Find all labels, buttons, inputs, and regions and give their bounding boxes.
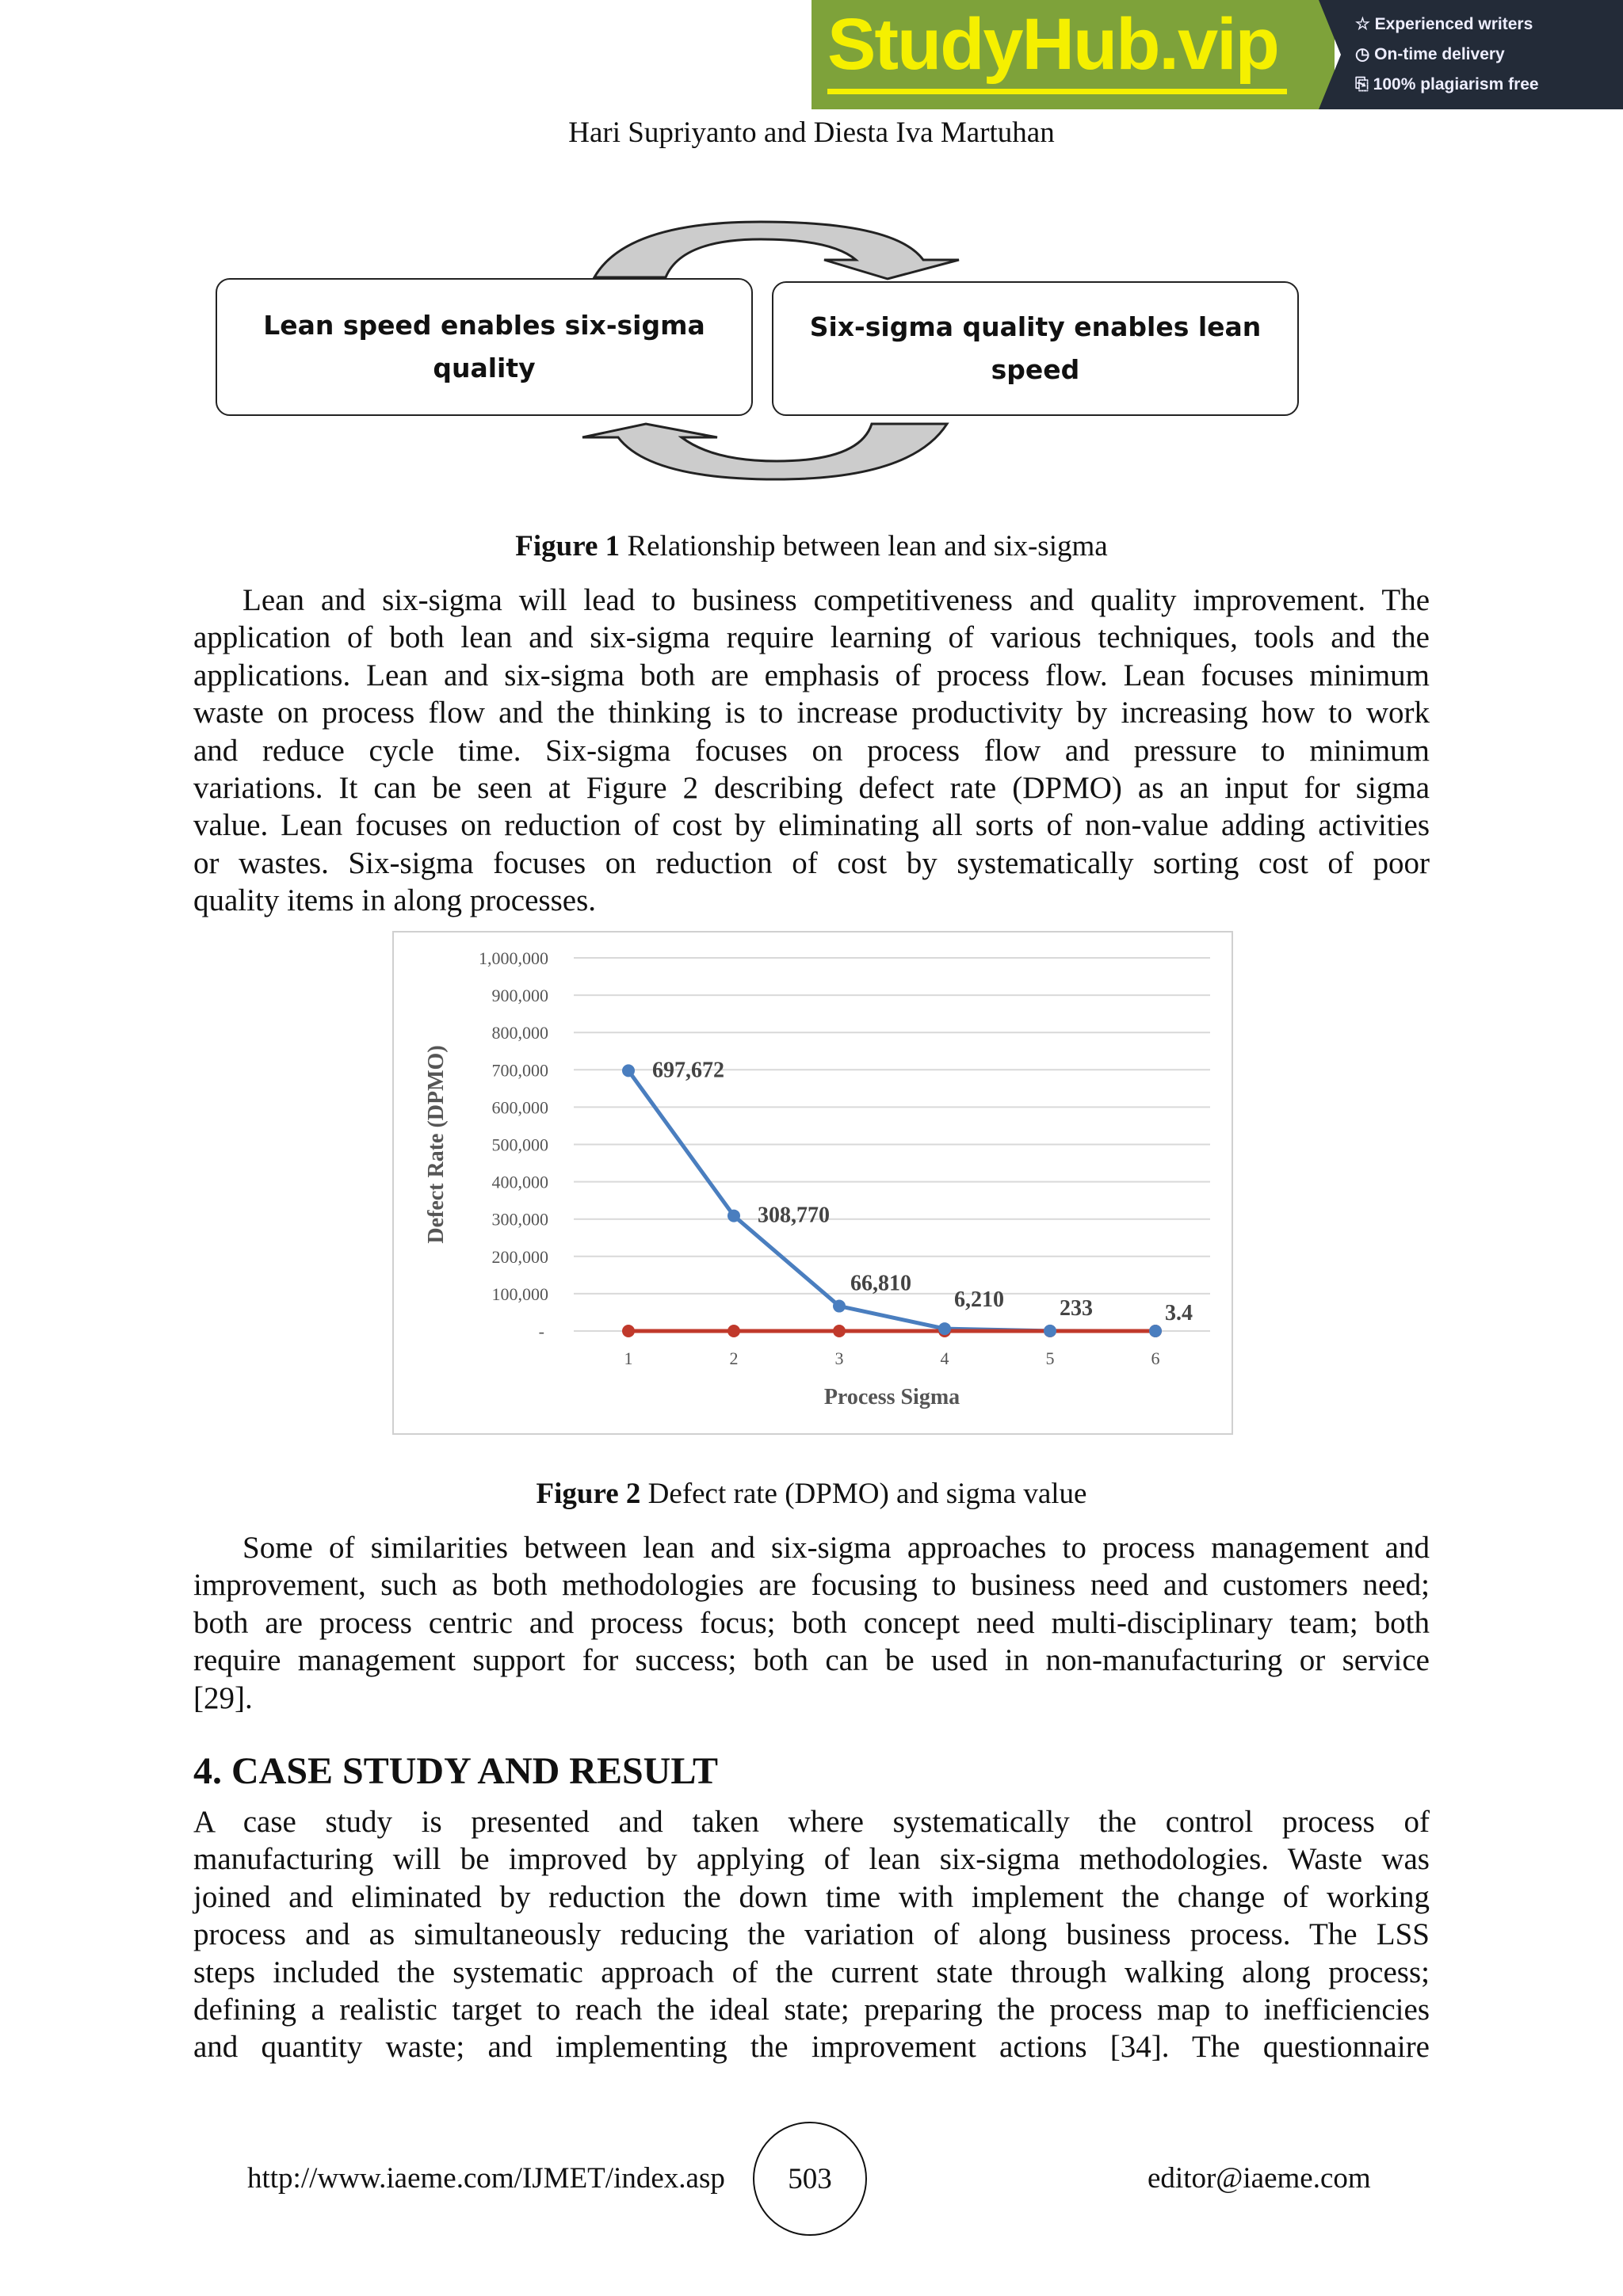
clock-icon: ◷ (1355, 45, 1370, 63)
text-line: application of both lean and six-sigma require learning of various techniques, tools and the (193, 620, 1430, 655)
feature-label: Experienced writers (1374, 15, 1533, 33)
x-tick-label: 3 (834, 1348, 844, 1368)
box-text: speed (991, 354, 1080, 385)
footer-url-link[interactable]: http://www.iaeme.com/IJMET/index.asp (247, 2162, 725, 2195)
footer-email-link[interactable]: editor@iaeme.com (1148, 2162, 1371, 2195)
text-line: value. Lean focuses on reduction of cost by eliminating all sorts of non-value adding activities (193, 808, 1430, 843)
feature-on-time-delivery (1355, 44, 1505, 65)
studyhub-banner-ad[interactable] (812, 0, 1623, 109)
paragraph-3 (193, 1803, 1430, 2066)
text-line: both are process centric and process focus; both concept need multi-disciplinary team; both (193, 1605, 1430, 1640)
y-tick-label: 300,000 (491, 1209, 548, 1230)
text-line: [29]. (193, 1680, 253, 1715)
x-tick-label: 1 (624, 1348, 633, 1368)
caption-label: Figure 1 (515, 530, 621, 563)
data-label: 3.4 (1165, 1300, 1193, 1325)
text-line: improvement, such as both methodologies are focusing to business need and customers need; (193, 1568, 1430, 1603)
y-tick-label: - (538, 1322, 544, 1341)
data-point-DPMO (833, 1300, 846, 1313)
chart-canvas (394, 933, 1232, 1433)
defect-rate-chart (392, 931, 1233, 1435)
data-label: 6,210 (954, 1287, 1004, 1313)
caption-text: Defect rate (DPMO) and sigma value (640, 1478, 1087, 1510)
star-icon: ☆ (1355, 15, 1370, 33)
data-point-baseline (622, 1325, 635, 1337)
data-point-DPMO (1044, 1325, 1056, 1337)
caption-text: Relationship between lean and six-sigma (620, 530, 1108, 563)
data-label: 66,810 (850, 1271, 911, 1296)
text-line: quality items in along processes. (193, 883, 596, 918)
page-number-text: 503 (788, 2162, 832, 2195)
data-label: 233 (1060, 1295, 1093, 1321)
x-tick-label: 4 (940, 1348, 949, 1368)
caption-label: Figure 2 (536, 1478, 641, 1510)
box-text: Lean speed enables six-sigma (263, 310, 705, 341)
feature-experienced-writers (1355, 14, 1533, 35)
box-text: quality (433, 353, 536, 383)
data-label: 697,672 (652, 1058, 724, 1083)
data-point-baseline (833, 1325, 846, 1337)
text-line: and quantity waste; and implementing the improvement actions [34]. The questionnaire (193, 2030, 1430, 2065)
page-number (753, 2122, 867, 2236)
text-line: or wastes. Six-sigma focuses on reduction of cost by systematically sorting cost of poor (193, 845, 1430, 880)
y-tick-label: 500,000 (491, 1135, 548, 1155)
text-line: variations. It can be seen at Figure 2 describing defect rate (DPMO) as an input for sigma (193, 771, 1430, 806)
text-line: process and as simultaneously reducing the variation of along business process. The LSS (193, 1917, 1430, 1952)
text-line: waste on process flow and the thinking is to increase productivity by increasing how to work (193, 696, 1430, 730)
box-lean-speed (216, 278, 753, 416)
feature-plagiarism-free (1355, 74, 1539, 95)
y-tick-label: 1,000,000 (479, 948, 548, 968)
copy-icon: ⎘ (1355, 75, 1369, 93)
data-point-DPMO (1149, 1325, 1162, 1337)
feature-label: 100% plagiarism free (1373, 75, 1539, 93)
banner-logo: StudyHub.vip (827, 4, 1278, 85)
text-line: and reduce cycle time. Six-sigma focuses on process flow and pressure to minimum (193, 733, 1430, 768)
data-point-DPMO (727, 1210, 740, 1222)
text-line: joined and eliminated by reduction the down time with implement the change of working (193, 1879, 1430, 1914)
y-tick-label: 900,000 (491, 986, 548, 1006)
paragraph-2 (193, 1529, 1430, 1717)
text-line: applications. Lean and six-sigma both are emphasis of process flow. Lean focuses minimum (193, 658, 1430, 692)
figure1-caption (0, 529, 1623, 563)
x-tick-label: 2 (729, 1348, 739, 1368)
logo-underline (827, 89, 1287, 94)
text-line: Some of similarities between lean and six-sigma approaches to process management and (242, 1531, 1430, 1565)
paragraph-1 (193, 582, 1430, 920)
running-head: Hari Supriyanto and Diesta Iva Martuhan (568, 116, 1055, 149)
y-tick-label: 400,000 (491, 1172, 548, 1192)
y-tick-label: 700,000 (491, 1060, 548, 1081)
x-tick-label: 5 (1045, 1348, 1055, 1368)
data-point-baseline (727, 1325, 740, 1337)
section-heading: 4. CASE STUDY AND RESULT (193, 1750, 718, 1792)
box-text: Six-sigma quality enables lean (809, 311, 1262, 342)
box-six-sigma-quality (772, 281, 1299, 416)
y-tick-label: 200,000 (491, 1246, 548, 1267)
data-point-DPMO (938, 1322, 951, 1335)
text-line: manufacturing will be improved by applying of lean six-sigma methodologies. Waste was (193, 1842, 1430, 1877)
data-label: 308,770 (758, 1203, 830, 1228)
x-axis-label: Process Sigma (823, 1385, 960, 1409)
text-line: steps included the systematic approach of the current state through walking along process; (193, 1955, 1430, 1989)
y-tick-label: 600,000 (491, 1097, 548, 1118)
text-line: defining a realistic target to reach the ideal state; preparing the process map to inefficiencies (193, 1993, 1430, 2027)
figure2-caption (0, 1477, 1623, 1511)
text-line: Lean and six-sigma will lead to business competitiveness and quality improvement. The (242, 583, 1430, 617)
x-tick-label: 6 (1151, 1348, 1160, 1368)
feature-label: On-time delivery (1374, 45, 1505, 63)
data-point-DPMO (622, 1064, 635, 1077)
y-tick-label: 100,000 (491, 1283, 548, 1304)
y-tick-label: 800,000 (491, 1023, 548, 1043)
y-axis-label: Defect Rate (DPMO) (424, 1045, 449, 1244)
text-line: require management support for success; both can be used in non-manufacturing or service (193, 1643, 1430, 1678)
text-line: A case study is presented and taken where systematically the control process of (193, 1805, 1430, 1839)
